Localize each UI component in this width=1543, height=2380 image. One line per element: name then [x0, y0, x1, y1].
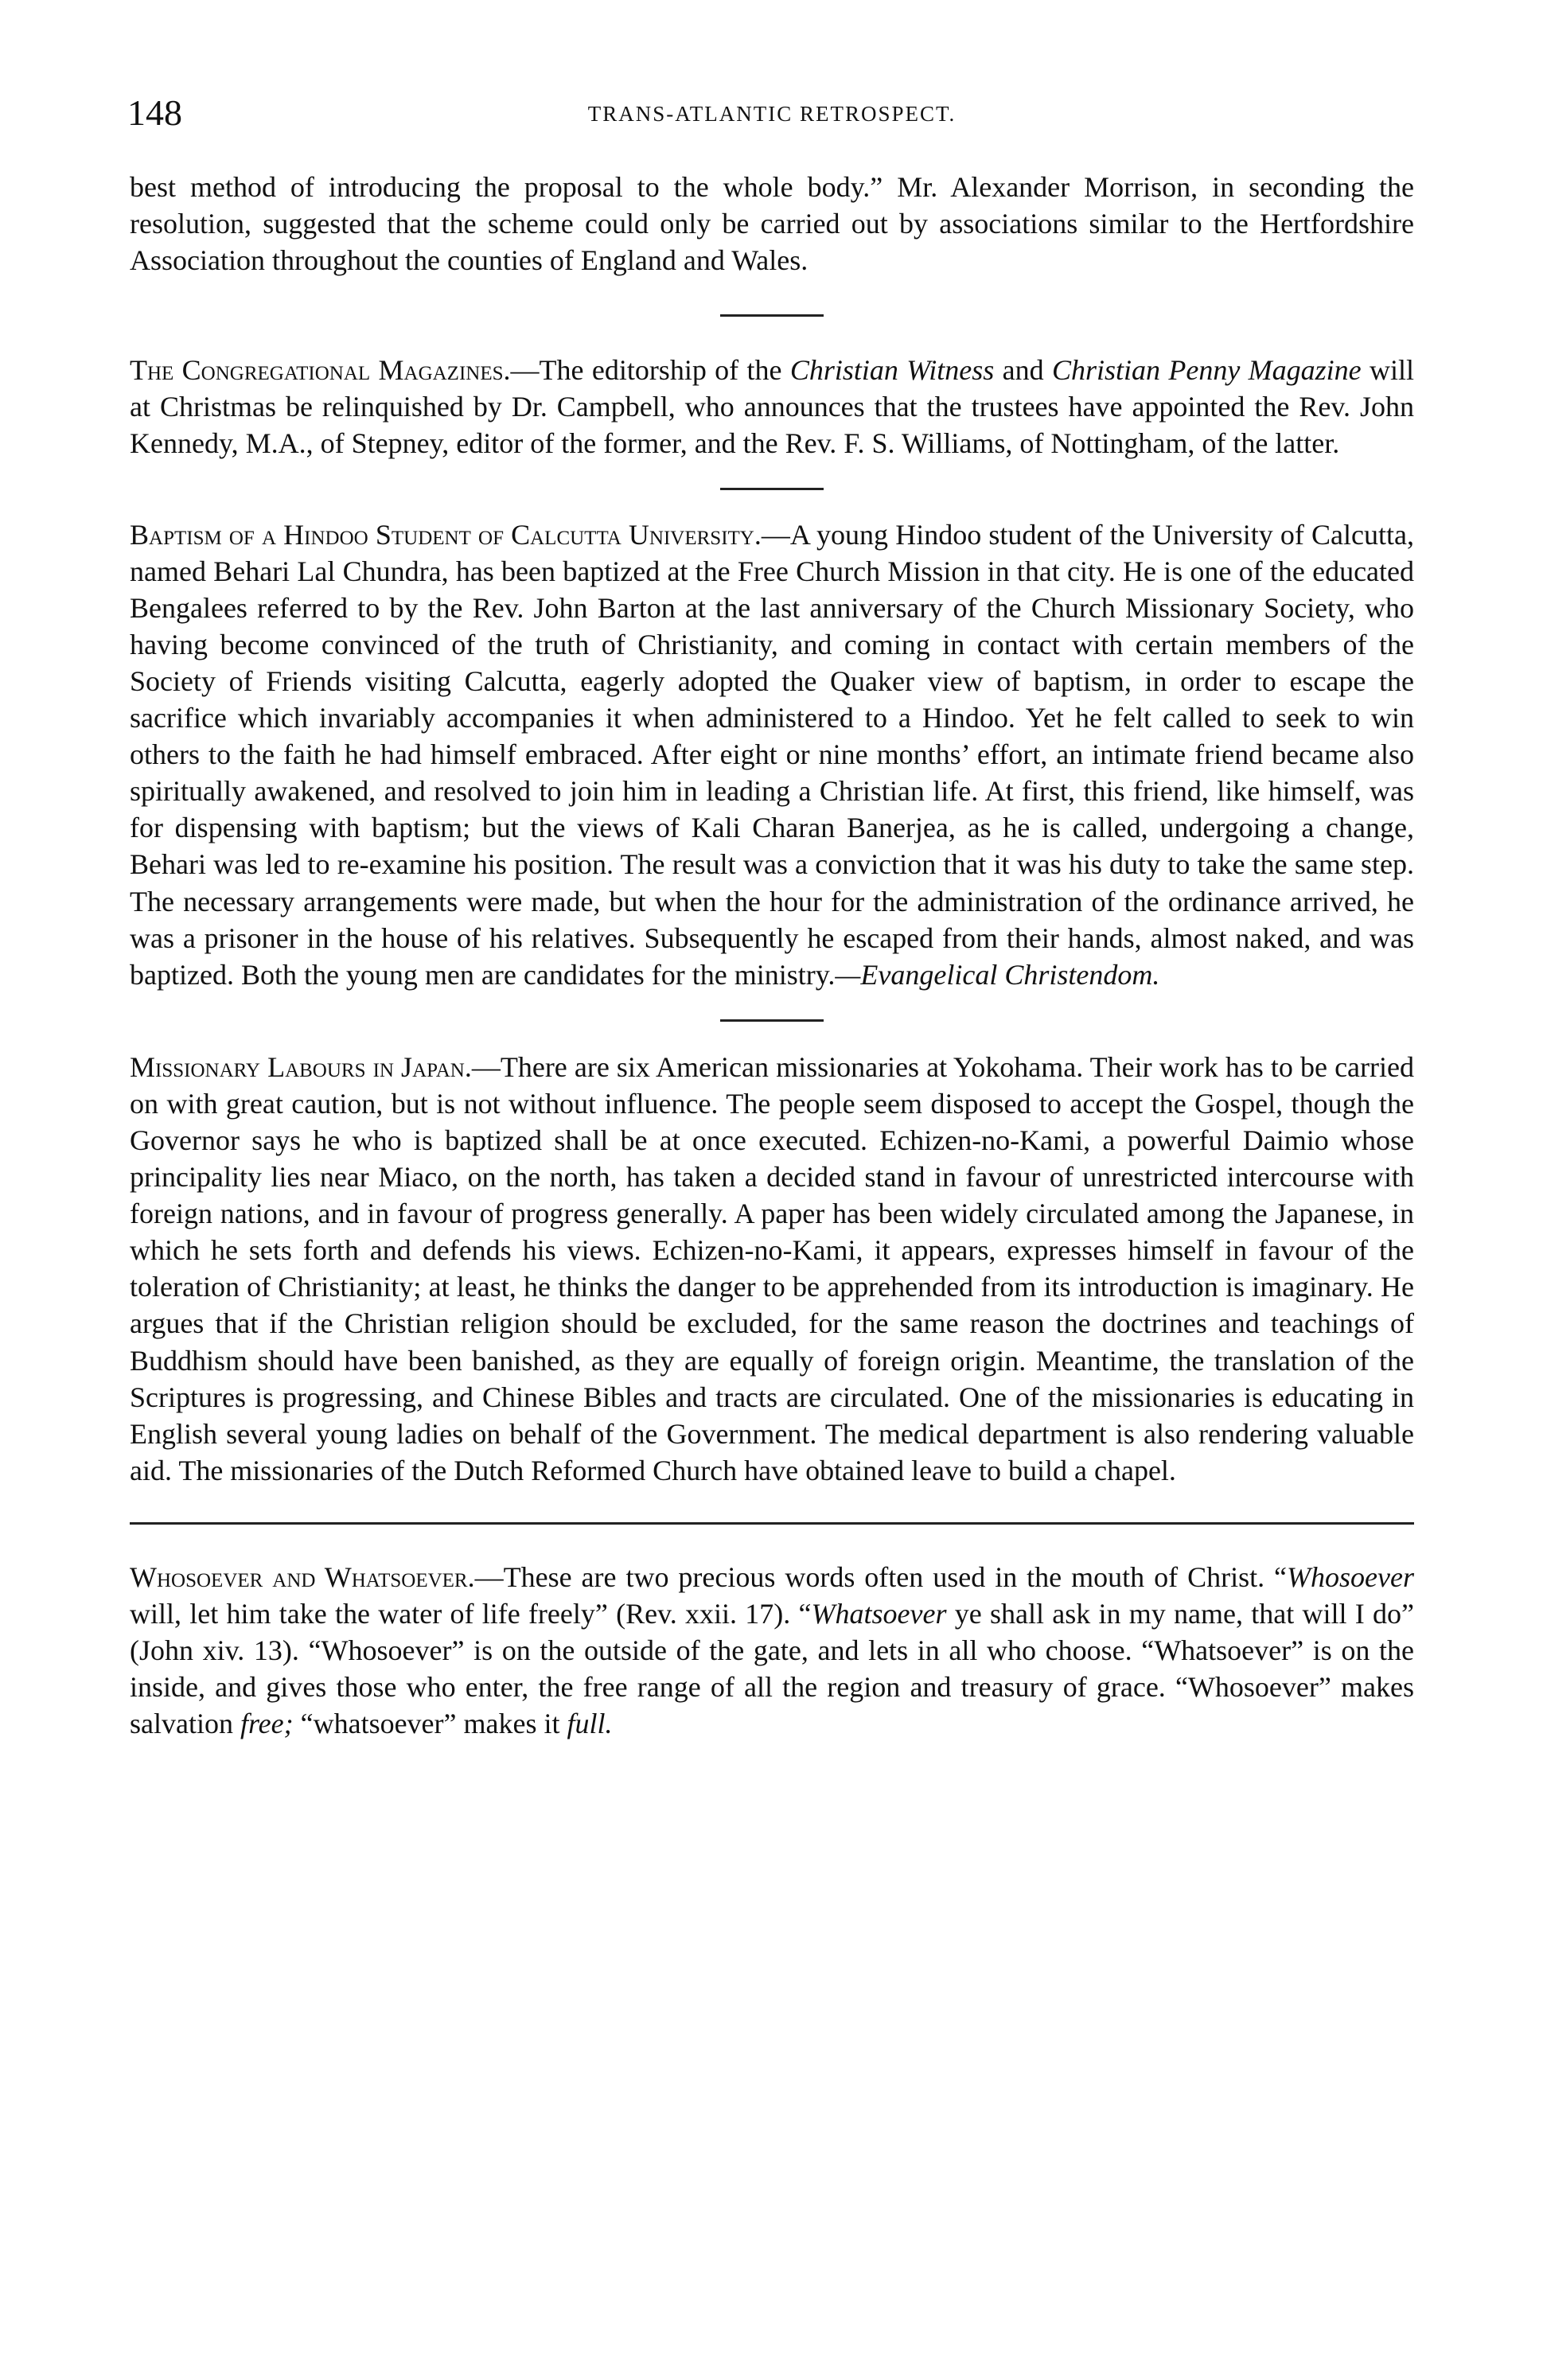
- whosoever-text-4: “whatsoever” makes it: [293, 1708, 567, 1740]
- japan-paragraph: [130, 1049, 1414, 1489]
- short-rule: [720, 314, 824, 317]
- page-header: [127, 89, 1416, 137]
- long-rule: [130, 1522, 1414, 1525]
- magazines-text-3: will at Christmas be relinquished by Dr. Campbell, who announces that the trustees have appointed the Rev. John Kennedy, M.A., of Stepney, editor of the former, and the Rev. F. S. Williams, of Nottingham, of the latter.: [130, 354, 1414, 460]
- magazines-heading: The Congregational Magazines.: [130, 354, 511, 387]
- page-number: 148: [127, 92, 182, 133]
- baptism-paragraph: [130, 516, 1414, 993]
- japan-text: —There are six American missionaries at Yokohama. Their work has to be carried on with great caution, but is not without influence. The people seem disposed to accept the Gospel, though the Governor says he who is baptized shall be at once executed. Echizen-no-Kami, a powerful Daimio whose principality lies near Miaco, on the north, has taken a decided stand in favour of unrestricted intercourse with foreign nations, and in favour of progress generally. A paper has been widely circulated among the Japanese, in which he sets forth and defends his views. Echizen-no-Kami, it appears, expresses himself in favour of the toleration of Christianity; at least, he thinks the danger to be apprehended from its introduction is imaginary. He argues that if the Christian religion should be excluded, for the same reason the doctrines and teachings of Buddhism should have been banished, as they are equally of foreign origin. Meantime, the translation of the Scriptures is progressing, and Chinese Bibles and tracts are circulated. One of the missionaries is educating in English several young ladies on behalf of the Government. The medical department is also rendering valuable aid. The missionaries of the Dutch Reformed Church have obtained leave to build a chapel.: [130, 1050, 1414, 1486]
- whosoever-text-2: will, let him take the water of life freely” (Rev. xxii. 17). “: [130, 1598, 812, 1630]
- whosoever-word-4: full.: [567, 1708, 613, 1740]
- japan-heading: Missionary Labours in Japan.: [130, 1050, 472, 1083]
- magazines-title-2: Christian Penny Magazine: [1051, 354, 1362, 387]
- section-divider: [130, 462, 1414, 516]
- whosoever-heading: Whosoever and Whatsoever.: [130, 1560, 475, 1593]
- magazines-title-1: Christian Witness: [789, 354, 995, 387]
- whosoever-word-2: Whatsoever: [811, 1598, 947, 1630]
- page-body: [130, 169, 1414, 1742]
- baptism-text: —A young Hindoo student of the University of Calcutta, named Behari Lal Chundra, has been baptized at the Free Church Mission in that city. He is one of the educated Bengalees referred to by the Rev. John Barton at the last anniversary of the Church Missionary Society, who having become convinced of the truth of Christianity, and coming in contact with certain members of the Society of Friends visiting Calcutta, eagerly adopted the Quaker view of baptism, in order to escape the sacrifice which invariably accompanies it when administered to a Hindoo. Yet he felt called to seek to win others to the faith he had himself embraced. After eight or nine months’ effort, an intimate friend became also spiritually awakened, and resolved to join him in leading a Christian life. At first, this friend, like himself, was for dispensing with baptism; but the views of Kali Charan Banerjea, as he is called, undergoing a change, Behari was led to re-examine his position. The result was a conviction that it was his duty to take the same step. The necessary arrangements were made, but when the hour for the administration of the ordinance arrived, he was a prisoner in the house of his relatives. Subsequently he escaped from their hands, almost naked, and was baptized. Both the young men are candidates for the ministry.: [130, 518, 1414, 991]
- section-divider: [130, 1489, 1414, 1559]
- magazines-text-1: —The editorship of the: [510, 354, 790, 387]
- baptism-heading: Baptism of a Hindoo Student of Calcutta University.: [130, 518, 762, 551]
- whosoever-word-1: Whosoever: [1287, 1560, 1414, 1593]
- continuation-paragraph: [130, 169, 1414, 279]
- continuation-text: best method of introducing the proposal to the whole body.” Mr. Alexander Morrison, in seconding the resolution, suggested that the scheme could only be carried out by associations similar to the Hertfordshire Association throughout the counties of England and Wales.: [130, 171, 1414, 277]
- short-rule: [720, 488, 824, 490]
- section-divider: [130, 279, 1414, 352]
- running-title: TRANS-ATLANTIC RETROSPECT.: [587, 102, 957, 126]
- whosoever-text-1: —These are two precious words often used in the mouth of Christ. “: [474, 1560, 1288, 1593]
- magazines-text-2: and: [994, 354, 1052, 387]
- section-divider: [130, 993, 1414, 1049]
- whosoever-paragraph: [130, 1559, 1414, 1742]
- baptism-source: —Evangelical Christendom.: [835, 958, 1160, 991]
- whosoever-word-3: free;: [240, 1708, 294, 1740]
- short-rule: [720, 1019, 824, 1022]
- magazines-paragraph: [130, 352, 1414, 462]
- whosoever-text-3: ye shall ask in my name, that will I do” (John xiv. 13). “Whosoever” is on the outside of the gate, and lets in all who choose. “Whatsoever” is on the inside, and gives those who enter, the free range of all the region and treasury of grace. “Whosoever” makes salvation: [130, 1598, 1415, 1740]
